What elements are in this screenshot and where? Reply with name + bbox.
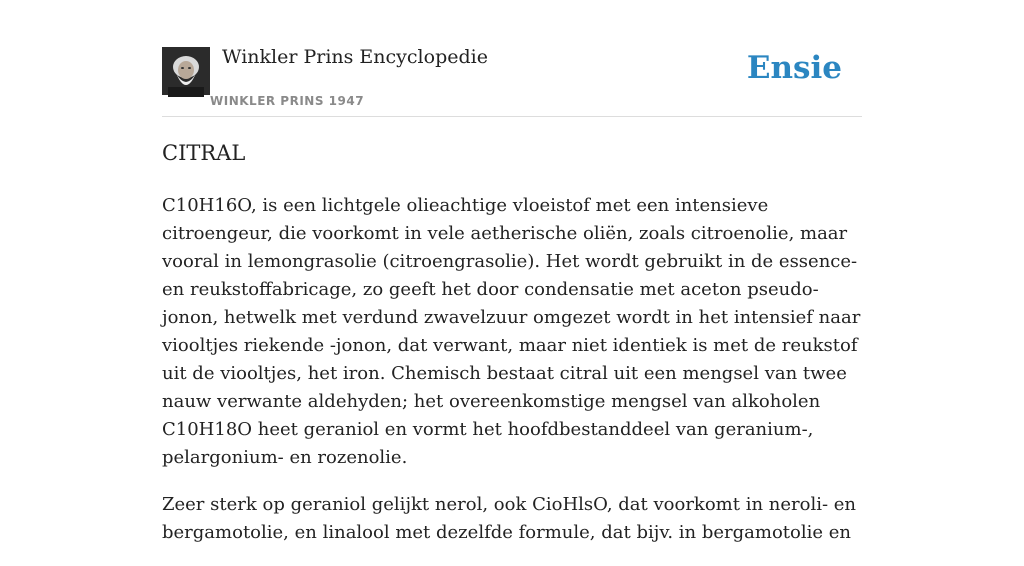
- author-portrait-icon: [162, 47, 210, 95]
- article-body: [162, 192, 862, 566]
- edition-label[interactable]: WINKLER PRINS 1947: [210, 94, 365, 108]
- site-title[interactable]: Winkler Prins Encyclopedie: [222, 46, 488, 68]
- article-title: CITRAL: [162, 141, 246, 165]
- author-avatar[interactable]: [162, 47, 210, 95]
- brand-logo-link[interactable]: Ensie: [746, 50, 842, 86]
- page: [162, 0, 862, 543]
- article-paragraph: C10H16O, is een lichtgele olieachtige vloeistof met een intensieve citroengeur, die voorkomt in vele aetherische oliën, zoals citroenolie, maar vooral in lemongrasolie (citroengrasolie). Het wordt gebruikt in de essence- en reukstoffabricage, zo geeft het door condensatie met aceton pseudo-jonon, hetwelk met verdund zwavelzuur omgezet wordt in het intensief naar viooltjes riekende -jonon, dat verwant, maar niet identiek is met de reukstof uit de viooltjes, het iron. Chemisch bestaat citral uit een mengsel van twee nauw verwante aldehyden; het overeenkomstige mengsel van alkoholen C10H18O heet geraniol en vormt het hoofdbestanddeel van geranium-, pelargonium- en rozenolie.: [162, 195, 861, 468]
- article-paragraph: Zeer sterk op geraniol gelijkt nerol, ook CioHlsO, dat voorkomt in neroli- en bergamotolie, en linalool met dezelfde formule, dat bijv. in bergamotolie en: [162, 494, 857, 543]
- site-header: [162, 0, 862, 117]
